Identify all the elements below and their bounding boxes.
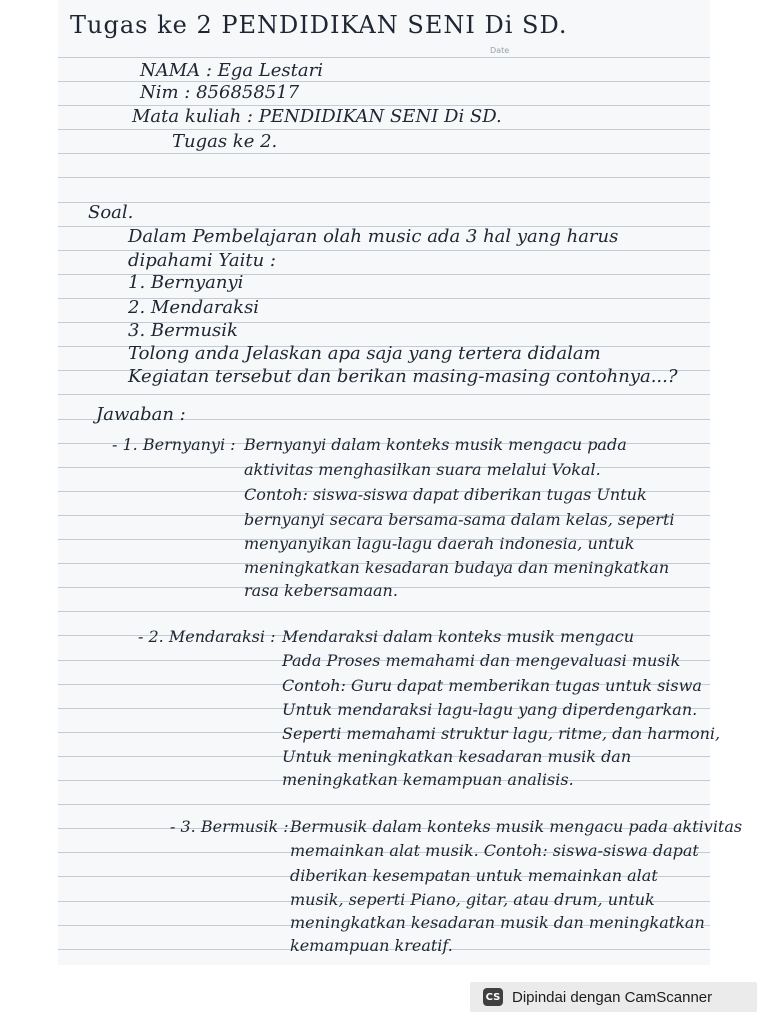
soal-heading: Soal. bbox=[88, 202, 134, 223]
answer-2-line: Pada Proses memahami dan mengevaluasi musik bbox=[282, 651, 681, 670]
rule-line bbox=[58, 202, 710, 203]
answer-2-line: meningkatkan kemampuan analisis. bbox=[282, 770, 574, 789]
identity-nim: Nim : 856858517 bbox=[140, 82, 300, 103]
answer-3-line: meningkatkan kesadaran musik dan meningkatkan bbox=[290, 913, 705, 932]
answer-2-line: Contoh: Guru dapat memberikan tugas untuk siswa bbox=[282, 676, 702, 695]
soal-line: Kegiatan tersebut dan berikan masing-masing contohnya...? bbox=[128, 366, 678, 387]
rule-line bbox=[58, 129, 710, 130]
camscanner-badge-text: Dipindai dengan CamScanner bbox=[512, 988, 713, 1006]
answer-1-line: Contoh: siswa-siswa dapat diberikan tugas Untuk bbox=[244, 485, 647, 504]
answer-2-line: Seperti memahami struktur lagu, ritme, dan harmoni, bbox=[282, 724, 721, 743]
answer-2-line: Mendaraksi dalam konteks musik mengacu bbox=[282, 627, 635, 646]
soal-line: 3. Bermusik bbox=[128, 320, 238, 341]
answer-3-line: diberikan kesempatan untuk memainkan alat bbox=[290, 866, 658, 885]
answer-1-line: aktivitas menghasilkan suara melalui Vokal. bbox=[244, 460, 601, 479]
rule-line bbox=[58, 57, 710, 58]
answer-3-line: kemampuan kreatif. bbox=[290, 936, 453, 955]
soal-line: Tolong anda Jelaskan apa saja yang tertera didalam bbox=[128, 343, 601, 364]
identity-nama: NAMA : Ega Lestari bbox=[140, 60, 323, 81]
answer-3-line: musik, seperti Piano, gitar, atau drum, untuk bbox=[290, 890, 655, 909]
date-mark: Date bbox=[490, 46, 510, 55]
answer-2-line: Untuk meningkatkan kesadaran musik dan bbox=[282, 747, 632, 766]
soal-line: Dalam Pembelajaran olah music ada 3 hal yang harus bbox=[128, 226, 619, 247]
rule-line bbox=[58, 153, 710, 154]
soal-line: 1. Bernyanyi bbox=[128, 272, 244, 293]
answer-1-line: bernyanyi secara bersama-sama dalam kelas, seperti bbox=[244, 510, 675, 529]
rule-line bbox=[58, 394, 710, 395]
camscanner-badge bbox=[470, 982, 757, 1012]
camscanner-logo-icon: CS bbox=[483, 988, 503, 1006]
rule-line bbox=[58, 804, 710, 805]
answer-1-line: menyanyikan lagu-lagu daerah indonesia, untuk bbox=[244, 534, 635, 553]
answer-1-line: meningkatkan kesadaran budaya dan meningkatkan bbox=[244, 558, 670, 577]
rule-line bbox=[58, 177, 710, 178]
rule-line bbox=[58, 611, 710, 612]
soal-line: dipahami Yaitu : bbox=[128, 250, 276, 271]
identity-tugas: Tugas ke 2. bbox=[172, 131, 278, 152]
identity-mata-kuliah: Mata kuliah : PENDIDIKAN SENI Di SD. bbox=[132, 106, 502, 127]
answer-1-line: Bernyanyi dalam konteks musik mengacu pada bbox=[244, 435, 627, 454]
answer-2-label: - 2. Mendaraksi : bbox=[138, 627, 276, 646]
page-title: Tugas ke 2 PENDIDIKAN SENI Di SD. bbox=[70, 11, 568, 39]
answer-3-label: - 3. Bermusik : bbox=[170, 817, 289, 836]
answer-1-line: rasa kebersamaan. bbox=[244, 581, 398, 600]
jawaban-heading: Jawaban : bbox=[96, 404, 186, 425]
answer-1-label: - 1. Bernyanyi : bbox=[112, 435, 236, 454]
soal-line: 2. Mendaraksi bbox=[128, 297, 260, 318]
answer-2-line: Untuk mendaraksi lagu-lagu yang diperdengarkan. bbox=[282, 700, 698, 719]
answer-3-line: Bermusik dalam konteks musik mengacu pada aktivitas bbox=[290, 817, 743, 836]
answer-3-line: memainkan alat musik. Contoh: siswa-siswa dapat bbox=[290, 841, 699, 860]
